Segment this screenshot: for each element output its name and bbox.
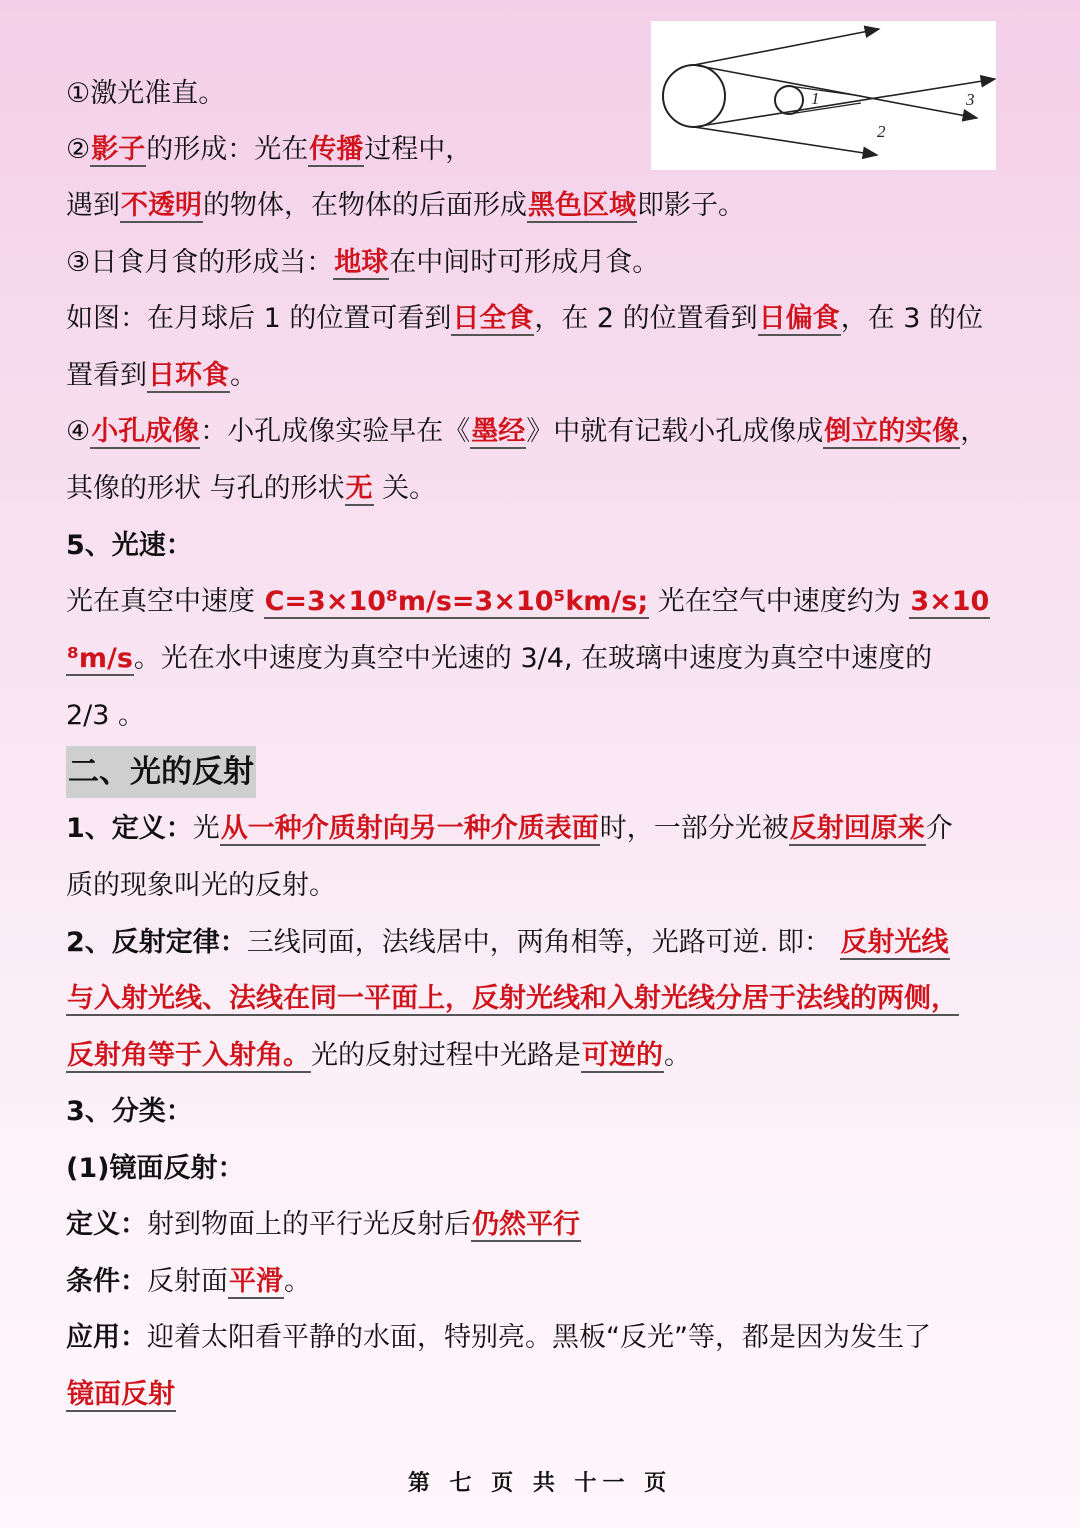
text-span: 光在空气中速度约为 [649, 586, 910, 617]
text-span: 2/3 。 [66, 700, 146, 731]
text-line [66, 697, 1016, 735]
text-span: ：小孔成像实验早在《 [200, 416, 471, 447]
text-span: ，在 3 的位 [840, 303, 984, 334]
text-span: 。 [664, 1040, 691, 1071]
keyword-fill: 与入射光线、法线在同一平面上，反射光线和入射光线分居于法线的两侧， [67, 983, 958, 1014]
text-line [66, 980, 1016, 1018]
keyword-fill: 小孔成像 [91, 416, 200, 447]
keyword-fill: 反射角等于入射角。 [67, 1040, 310, 1071]
text-span: 反射面 [147, 1266, 228, 1297]
text-line [66, 1206, 1016, 1244]
text-span: 即影子。 [637, 190, 745, 221]
section-title [66, 1150, 1016, 1188]
text-line [66, 187, 1016, 225]
text-span: 其像的形状 与孔的形状 [66, 473, 345, 504]
keyword-fill: 反射回原来 [789, 813, 925, 844]
keyword-fill: 墨经 [471, 416, 526, 447]
bold-label: 应用： [66, 1322, 147, 1353]
bold-label: 2、反射定律： [66, 927, 247, 958]
text-line [66, 1319, 1016, 1357]
figure-label-1: 1 [811, 89, 820, 108]
text-span: 置看到 [66, 360, 147, 391]
section-title [66, 527, 1016, 565]
sun-circle [663, 65, 725, 127]
text-span: ，在 2 的位置看到 [534, 303, 758, 334]
keyword-fill: C=3×10⁸m/s=3×10⁵km/s; [264, 586, 649, 617]
text-line [66, 470, 1016, 508]
keyword-fill: 倒立的实像 [824, 416, 960, 447]
eclipse-diagram [651, 21, 996, 170]
text-line [66, 131, 636, 169]
text-span: ①激光准直。 [66, 78, 226, 109]
ray-line [694, 79, 995, 127]
section-heading: 二、光的反射 [66, 746, 256, 798]
text-span: ③日食月食的形成当： [66, 247, 334, 278]
keyword-fill: 无 [345, 473, 373, 504]
text-span: 质的现象叫光的反射。 [66, 870, 336, 901]
text-span: 过程中， [364, 134, 473, 165]
ray-line [694, 127, 877, 155]
keyword-fill: 传播 [309, 134, 364, 165]
text-span: 时，一部分光被 [599, 813, 789, 844]
text-line [66, 867, 1016, 905]
text-span: 的物体，在物体的后面形成 [203, 190, 527, 221]
text-span: 5、光速： [66, 530, 193, 561]
bold-label: 1、定义： [66, 813, 193, 844]
text-line [66, 300, 1016, 338]
text-span: 光在真空中速度 [66, 586, 264, 617]
keyword-fill: 影子 [91, 134, 146, 165]
text-line [66, 413, 1016, 451]
text-span: 》中就有记载小孔成像成 [526, 416, 824, 447]
text-span: 射到物面上的平行光反射后 [147, 1209, 471, 1240]
keyword-fill: 从一种介质射向另一种介质表面 [220, 813, 599, 844]
text-span: 遇到 [66, 190, 120, 221]
text-span: 光的反射过程中光路是 [311, 1040, 581, 1071]
text-line [66, 357, 1016, 395]
text-line [66, 1263, 1016, 1301]
keyword-fill: 黑色区域 [528, 190, 636, 221]
text-span: 关。 [373, 473, 437, 504]
figure-label-3: 3 [966, 90, 975, 109]
text-line [66, 810, 1016, 848]
keyword-fill: 镜面反射 [67, 1379, 175, 1410]
page-footer: 第 七 页 共 十一 页 [407, 1470, 673, 1496]
keyword-fill: 反射光线 [840, 927, 949, 958]
text-line [66, 75, 636, 113]
text-line [66, 924, 1016, 962]
text-span: (1)镜面反射： [66, 1153, 245, 1184]
section-title [66, 1093, 1016, 1131]
ray-line [694, 65, 977, 118]
text-line [66, 1037, 1016, 1075]
keyword-fill: 日环食 [148, 360, 229, 391]
text-line [66, 244, 1016, 282]
text-line [66, 640, 1016, 678]
text-span: 介 [925, 813, 953, 844]
keyword-fill: 日偏食 [758, 303, 840, 334]
keyword-fill: 日全食 [452, 303, 534, 334]
keyword-fill: 不透明 [121, 190, 202, 221]
text-span: ， [960, 416, 988, 447]
ray-line [694, 29, 879, 65]
text-span: 迎着太阳看平静的水面，特别亮。黑板“反光”等，都是因为发生了 [147, 1322, 931, 1353]
text-span: 的形成：光在 [146, 134, 309, 165]
text-span: 在中间时可形成月食。 [389, 247, 660, 278]
text-span: 3、分类： [66, 1096, 193, 1127]
eclipse-diagram-svg [651, 21, 996, 170]
keyword-fill: 3×10 [910, 586, 990, 617]
text-span: ② [66, 134, 91, 165]
keyword-fill: 地球 [334, 247, 389, 278]
text-span: 光 [192, 813, 220, 844]
text-line [66, 1376, 1016, 1414]
text-span: 如图：在月球后 1 的位置可看到 [66, 303, 452, 334]
keyword-fill: 仍然平行 [472, 1209, 580, 1240]
text-span: 。 [230, 360, 257, 391]
text-span: 。 [284, 1266, 311, 1297]
text-line [66, 583, 1016, 621]
text-span: ④ [66, 416, 91, 447]
keyword-fill: 平滑 [229, 1266, 283, 1297]
text-span: 三线同面，法线居中，两角相等，光路可逆. 即： [246, 927, 840, 958]
bold-label: 定义： [66, 1209, 147, 1240]
figure-label-2: 2 [877, 122, 886, 141]
keyword-fill: ⁸m/s [67, 643, 133, 674]
bold-label: 条件： [66, 1266, 147, 1297]
text-span: 。光在水中速度为真空中光速的 3/4, 在玻璃中速度为真空中速度的 [133, 643, 933, 674]
keyword-fill: 可逆的 [582, 1040, 663, 1071]
